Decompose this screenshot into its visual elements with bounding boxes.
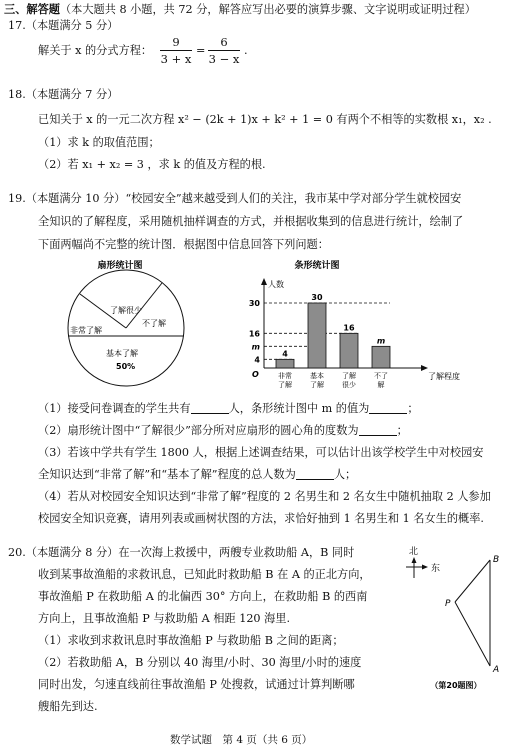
q19-p2-text-b: ； <box>396 424 408 437</box>
q18-number: 18. <box>8 88 26 101</box>
bar-value-label: 16 <box>343 323 355 333</box>
compass-north-arrowhead-icon <box>412 557 417 563</box>
point-A-label: A <box>493 665 500 675</box>
compass-east-label: 东 <box>431 564 441 574</box>
q20-line8: 艘船先到达. <box>38 700 98 713</box>
pie-label-none: 不了解 <box>142 319 166 328</box>
q19-part1 <box>38 402 419 416</box>
point-B-label: B <box>493 555 500 565</box>
y-tick-label: 16 <box>248 329 260 339</box>
q19-line3: 下面两幅尚不完整的统计图．根据图中信息回答下列问题： <box>38 238 329 251</box>
pie-label-very: 非常了解 <box>70 326 102 335</box>
q18-part2: （2）若 x₁ + x₂ = 3 ，求 k 的值及方程的根. <box>38 158 266 171</box>
bar-value-label: 30 <box>311 293 323 302</box>
x-tick-label-top: 不了 <box>374 372 388 380</box>
x-tick-label-top: 基本 <box>310 372 324 380</box>
bar-3 <box>372 346 390 368</box>
q19-p1-blank-m[interactable] <box>369 402 407 414</box>
x-tick-label-bottom: 了解 <box>310 381 324 389</box>
q17-period: . <box>244 44 248 57</box>
x-tick-label-bottom: 解 <box>377 381 385 389</box>
q19-p2-blank-angle[interactable] <box>359 424 397 436</box>
q19-line1: 19.（本题满分 10 分）“校园安全”越来越受到人们的关注，我市某中学对部分学生就校园安 <box>8 192 462 205</box>
q19-part3a: （3）若该中学共有学生 1800 人，根据上述调查结果，可以估计出该学校学生中对校园安 <box>38 446 484 459</box>
q20-line3: 事故渔船 P 在救助船 A 的北偏西 30° 方向上，在救助船 B 的西南 <box>38 590 368 603</box>
bar-2 <box>340 333 358 368</box>
segment-BP <box>455 560 490 602</box>
bar-value-label: 4 <box>282 349 288 359</box>
q17-number: 17. <box>8 19 26 32</box>
q17-rhs-numerator: 6 <box>220 35 228 49</box>
q19-p2-text-a: （2）扇形统计图中“了解很少”部分所对应扇形的圆心角的度数为 <box>38 424 359 437</box>
y-tick-label: m <box>251 342 260 352</box>
q17-score: （本题满分 5 分） <box>25 19 119 32</box>
compass-east-arrowhead-icon <box>422 565 428 570</box>
q19-p1-text-a: （1）接受问卷调查的学生共有 <box>38 402 191 415</box>
x-tick-label-bottom: 了解 <box>278 381 292 389</box>
bar-chart-origin: O <box>252 370 259 379</box>
pie-label-little: 了解很少 <box>110 306 142 315</box>
q19-p3-text-c: 人； <box>333 468 357 481</box>
q19-part3b <box>38 468 356 482</box>
point-P-label: P <box>445 599 451 609</box>
q17-fraction-left <box>160 35 192 66</box>
pie-label-basic-percent: 50% <box>116 362 136 371</box>
q17-equals: = <box>196 44 206 57</box>
q18-stem: 已知关于 x 的一元二次方程 x² − (2k + 1)x + k² + 1 = 0 有两个不相等的实数根 x₁，x₂ . <box>38 113 492 126</box>
bar-0 <box>276 359 294 368</box>
bar-chart-x-arrow <box>421 365 428 371</box>
section-header <box>4 2 476 17</box>
x-tick-label-top: 非常 <box>278 372 292 380</box>
q18-score: （本题满分 7 分） <box>25 88 119 101</box>
q17-fraction-right <box>208 35 240 66</box>
q17-lhs-numerator: 9 <box>172 35 180 49</box>
q19-p1-blank-total[interactable] <box>191 402 229 414</box>
q20-figure-caption: （第20题图） <box>430 681 482 690</box>
section-note: （本大题共 8 小题，共 72 分，解答应写出必要的演算步骤、文字说明或证明过程） <box>59 3 476 16</box>
q17-stem: 解关于 x 的分式方程： <box>38 44 153 57</box>
bar-value-label: m <box>376 336 386 346</box>
q18-part1: （1）求 k 的取值范围； <box>38 136 160 149</box>
q20-line4: 方向上，且事故渔船 P 与救助船 A 相距 120 海里. <box>38 612 291 625</box>
q20-line2: 收到某事故渔船的求救讯息，已知此时救助船 B 在 A 的正北方向， <box>38 568 371 581</box>
x-tick-label-bottom: 很少 <box>342 381 356 389</box>
bar-chart <box>232 256 502 398</box>
bar-chart-ylabel: 人数 <box>268 280 284 289</box>
q19-p3-text-b: 全知识达到“非常了解”和“基本了解”程度的总人数为 <box>38 468 296 481</box>
bar-chart-xlabel: 了解程度 <box>428 372 460 381</box>
q18-header <box>8 88 118 102</box>
segment-PA <box>455 602 490 666</box>
bar-chart-y-arrow <box>261 278 267 285</box>
q20-figure <box>400 540 515 695</box>
x-tick-label-top: 了解 <box>342 372 356 380</box>
q20-line7: 同时出发，匀速直线前往事故渔船 P 处搜救，试通过计算判断哪 <box>38 678 355 691</box>
q20-line6: （2）若救助船 A，B 分别以 40 海里/小时、30 海里/小时的速度 <box>38 656 362 669</box>
q19-line2: 全知识的了解程度，采用随机抽样调查的方式，并根据收集到的信息进行统计，绘制了 <box>38 215 464 228</box>
y-tick-label: 4 <box>254 355 260 365</box>
pie-label-basic: 基本了解 <box>106 349 138 358</box>
y-tick-label: 30 <box>248 299 260 308</box>
compass-north-label: 北 <box>409 547 419 557</box>
q19-p1-text-c: ； <box>407 402 419 415</box>
bar-chart-marks <box>249 293 390 389</box>
pie-chart <box>60 256 210 396</box>
q19-part2 <box>38 424 408 438</box>
bar-chart-title: 条形统计图 <box>294 261 340 271</box>
bar-1 <box>308 303 326 368</box>
q19-part4b: 校园安全知识竞赛，请用列表或画树状图的方法，求恰好抽到 1 名男生和 1 名女生的概率. <box>38 512 484 525</box>
section-title: 三、解答题 <box>4 2 60 16</box>
page-footer: 数学试题 第 4 页（共 6 页） <box>170 734 313 746</box>
pie-title: 扇形统计图 <box>97 261 143 271</box>
q19-p3-blank-count[interactable] <box>296 468 334 480</box>
q17-header <box>8 19 118 33</box>
q20-line5: （1）求收到求救讯息时事故渔船 P 与救助船 B 之间的距离； <box>38 634 344 647</box>
q17-lhs-denominator: 3 + x <box>160 52 192 66</box>
q19-p1-text-b: 人，条形统计图中 m 的值为 <box>228 402 370 415</box>
q17-rhs-denominator: 3 − x <box>208 52 240 66</box>
q19-part4a: （4）若从对校园安全知识达到“非常了解”程度的 2 名男生和 2 名女生中随机抽取 2 人参加 <box>38 490 491 503</box>
q20-line1: 20.（本题满分 8 分）在一次海上救援中，两艘专业救助船 A，B 同时 <box>8 546 355 559</box>
